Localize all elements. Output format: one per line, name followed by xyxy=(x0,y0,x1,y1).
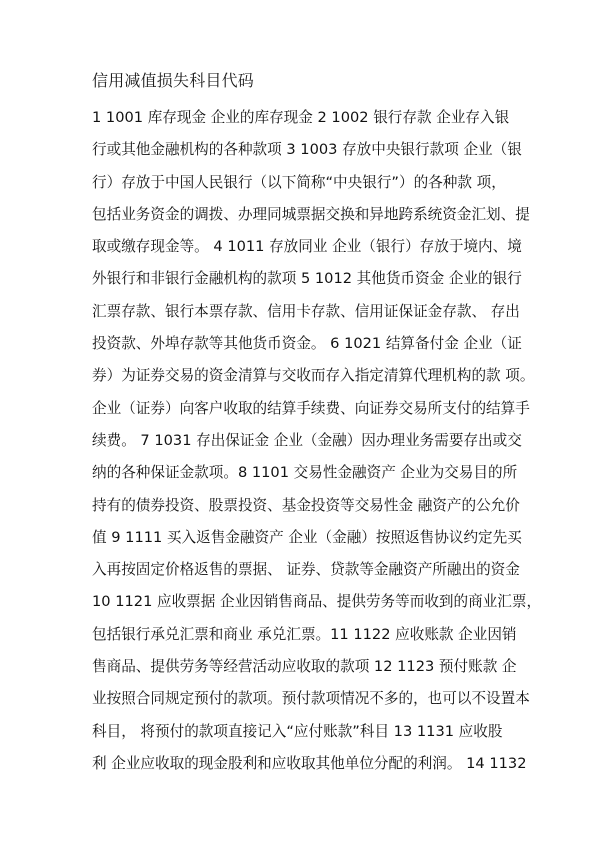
text-line: 外银行和非银行金融机构的款项 5 1012 其他货币资金 企业的银行 xyxy=(92,270,522,288)
text-line: 售商品、提供劳务等经营活动应收取的款项 12 1123 预付账款 企 xyxy=(92,658,517,676)
text-line: 企业（证券）向客户收取的结算手续费、向证券交易所支付的结算手 xyxy=(92,399,530,417)
text-line: 包括业务资金的调拨、办理同城票据交换和异地跨系统资金汇划、提 xyxy=(92,205,530,223)
document-title: 信用减值损失科目代码 xyxy=(92,71,255,90)
document-body xyxy=(92,106,542,784)
text-line: 行）存放于中国人民银行（以下简称“中央银行”）的各种款 项， xyxy=(92,173,506,191)
text-line: 利 企业应收取的现金股利和应收取其他单位分配的利润。 14 1132 xyxy=(92,754,527,772)
text-line: 投资款、外埠存款等其他货币资金。 6 1021 结算备付金 企业（证 xyxy=(92,335,522,353)
text-line: 行或其他金融机构的各种款项 3 1003 存放中央银行款项 企业（银 xyxy=(92,141,522,159)
text-line: 业按照合同规定预付的款项。预付款项情况不多的，也可以不设置本 xyxy=(92,690,530,708)
text-line: 10 1121 应收票据 企业因销售商品、提供劳务等而收到的商业汇票， xyxy=(92,593,542,611)
text-line: 入再按固定价格返售的票据、 证券、贷款等金融资产所融出的资金 xyxy=(92,561,520,579)
text-line: 取或缴存现金等。 4 1011 存放同业 企业（银行）存放于境内、境 xyxy=(92,238,522,256)
text-line: 1 1001 库存现金 企业的库存现金 2 1002 银行存款 企业存入银 xyxy=(92,109,510,126)
text-line: 续费。 7 1031 存出保证金 企业（金融）因办理业务需要存出或交 xyxy=(92,431,522,449)
text-line: 券）为证券交易的资金清算与交收而存入指定清算代理机构的款 项。 xyxy=(92,367,535,385)
text-line: 包括银行承兑汇票和商业 承兑汇票。11 1122 应收账款 企业因销 xyxy=(92,625,517,643)
text-line: 汇票存款、银行本票存款、信用卡存款、信用证保证金存款、 存出 xyxy=(92,302,520,320)
text-line: 科目， 将预付的款项直接记入“应付账款”科目 13 1131 应收股 xyxy=(92,722,503,740)
text-line: 持有的债券投资、股票投资、基金投资等交易性金 融资产的公允价 xyxy=(92,496,520,514)
text-line: 纳的各种保证金款项。8 1101 交易性金融资产 企业为交易目的所 xyxy=(92,464,518,482)
text-line: 值 9 1111 买入返售金融资产 企业（金融）按照返售协议约定先买 xyxy=(92,528,522,546)
